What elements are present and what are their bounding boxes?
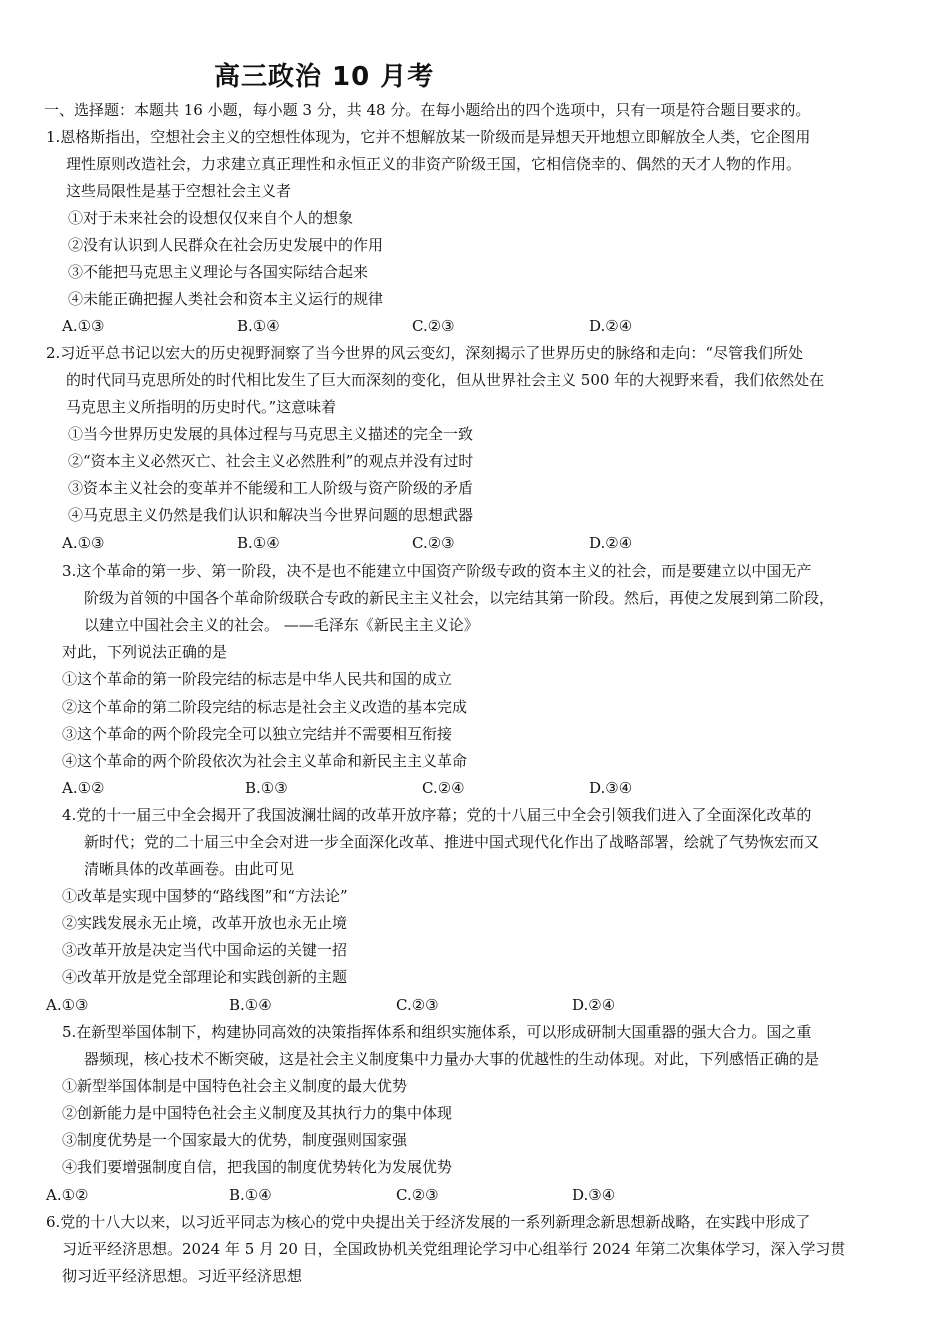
question-3-option-4: ④这个革命的两个阶段依次为社会主义革命和新民主主义革命	[62, 752, 468, 770]
choice-a: A.①③	[46, 996, 89, 1014]
question-4-line-1: 4.党的十一届三中全会揭开了我国波澜壮阔的改革开放序幕；党的十八届三中全会引领我们进入了全面深化改革的	[62, 806, 812, 824]
choice-a: A.①②	[62, 779, 105, 797]
question-3-line-4: 对此，下列说法正确的是	[62, 643, 228, 661]
question-3-option-2: ②这个革命的第二阶段完结的标志是社会主义改造的基本完成	[62, 698, 468, 716]
question-2-line-2: 的时代同马克思所处的时代相比发生了巨大而深刻的变化，但从世界社会主义 500 年的大视野来看，我们依然处在	[66, 371, 825, 389]
question-5-option-1: ①新型举国体制是中国特色社会主义制度的最大优势	[62, 1077, 408, 1095]
question-3-line-2: 阶级为首领的中国各个革命阶级联合专政的新民主主义社会，以完结其第一阶段。然后，再使之发展到第二阶段，	[84, 589, 835, 607]
choice-a: A.①③	[62, 534, 105, 552]
question-3-option-1: ①这个革命的第一阶段完结的标志是中华人民共和国的成立	[62, 670, 453, 688]
question-6-line-3: 彻习近平经济思想。习近平经济思想	[62, 1267, 303, 1285]
question-2-option-1: ①当今世界历史发展的具体过程与马克思主义描述的完全一致	[68, 425, 474, 443]
choice-d: D.②④	[589, 317, 633, 335]
question-5-option-4: ④我们要增强制度自信，把我国的制度优势转化为发展优势	[62, 1158, 453, 1176]
page-title: 高三政治 10 月考	[214, 62, 435, 92]
choice-b: B.①④	[229, 1186, 272, 1204]
choice-d: D.③④	[589, 779, 633, 797]
question-3-line-1: 3.这个革命的第一步、第一阶段，决不是也不能建立中国资产阶级专政的资本主义的社会，而是要建立以中国无产	[62, 562, 812, 580]
question-2-line-1: 2.习近平总书记以宏大的历史视野洞察了当今世界的风云变幻，深刻揭示了世界历史的脉络和走向：“尽管我们所处	[46, 344, 803, 362]
choice-b: B.①③	[245, 779, 288, 797]
question-1-option-2: ②没有认识到人民群众在社会历史发展中的作用	[68, 236, 384, 254]
question-5-option-2: ②创新能力是中国特色社会主义制度及其执行力的集中体现	[62, 1104, 453, 1122]
choice-d: D.③④	[572, 1186, 616, 1204]
question-5-line-1: 5.在新型举国体制下，构建协同高效的决策指挥体系和组织实施体系，可以形成研制大国重器的强大合力。国之重	[62, 1023, 812, 1041]
question-6-line-2: 习近平经济思想。2024 年 5 月 20 日，全国政协机关党组理论学习中心组举行 2024 年第二次集体学习，深入学习贯	[62, 1240, 846, 1258]
question-2-option-3: ③资本主义社会的变革并不能缓和工人阶级与资产阶级的矛盾	[68, 479, 474, 497]
question-3-option-3: ③这个革命的两个阶段完全可以独立完结并不需要相互衔接	[62, 725, 453, 743]
choice-a: A.①②	[46, 1186, 89, 1204]
question-5-line-2: 器频现，核心技术不断突破，这是社会主义制度集中力量办大事的优越性的生动体现。对此，下列感悟正确的是	[84, 1050, 820, 1068]
question-1-line-2: 理性原则改造社会，力求建立真正理性和永恒正义的非资产阶级王国，它相信侥幸的、偶然的天才人物的作用。	[66, 155, 802, 173]
choice-c: C.②③	[396, 1186, 439, 1204]
choice-c: C.②④	[422, 779, 465, 797]
question-5-option-3: ③制度优势是一个国家最大的优势，制度强则国家强	[62, 1131, 408, 1149]
question-3-line-3: 以建立中国社会主义的社会。 ——毛泽东《新民主主义论》	[84, 616, 479, 634]
choice-d: D.②④	[572, 996, 616, 1014]
choice-d: D.②④	[589, 534, 633, 552]
choice-c: C.②③	[396, 996, 439, 1014]
choice-c: C.②③	[412, 534, 455, 552]
question-4-option-3: ③改革开放是决定当代中国命运的关键一招	[62, 941, 348, 959]
question-4-option-4: ④改革开放是党全部理论和实践创新的主题	[62, 968, 348, 986]
question-1-line-3: 这些局限性是基于空想社会主义者	[66, 182, 292, 200]
question-4-option-2: ②实践发展永无止境，改革开放也永无止境	[62, 914, 348, 932]
choice-b: B.①④	[237, 317, 280, 335]
choice-b: B.①④	[237, 534, 280, 552]
question-4-line-3: 清晰具体的改革画卷。由此可见	[84, 860, 295, 878]
question-4-option-1: ①改革是实现中国梦的“路线图”和“方法论”	[62, 887, 348, 905]
question-2-option-2: ②“资本主义必然灭亡、社会主义必然胜利”的观点并没有过时	[68, 452, 474, 470]
question-1-option-4: ④未能正确把握人类社会和资本主义运行的规律	[68, 290, 384, 308]
question-2-option-4: ④马克思主义仍然是我们认识和解决当今世界问题的思想武器	[68, 506, 474, 524]
choice-a: A.①③	[62, 317, 105, 335]
question-6-line-1: 6.党的十八大以来，以习近平同志为核心的党中央提出关于经济发展的一系列新理念新思想新战略，在实践中形成了	[46, 1213, 811, 1231]
question-1-line-1: 1.恩格斯指出，空想社会主义的空想性体现为，它并不想解放某一阶级而是异想天开地想立即解放全人类，它企图用	[46, 128, 811, 146]
question-1-option-1: ①对于未来社会的设想仅仅来自个人的想象	[68, 209, 354, 227]
question-2-line-3: 马克思主义所指明的历史时代。”这意味着	[66, 398, 337, 416]
question-1-option-3: ③不能把马克思主义理论与各国实际结合起来	[68, 263, 369, 281]
question-4-line-2: 新时代；党的二十届三中全会对进一步全面深化改革、推进中国式现代化作出了战略部署，绘就了气势恢宏而又	[84, 833, 820, 851]
choice-c: C.②③	[412, 317, 455, 335]
choice-b: B.①④	[229, 996, 272, 1014]
section-heading: 一、选择题：本题共 16 小题，每小题 3 分，共 48 分。在每小题给出的四个选项中，只有一项是符合题目要求的。	[44, 101, 811, 119]
